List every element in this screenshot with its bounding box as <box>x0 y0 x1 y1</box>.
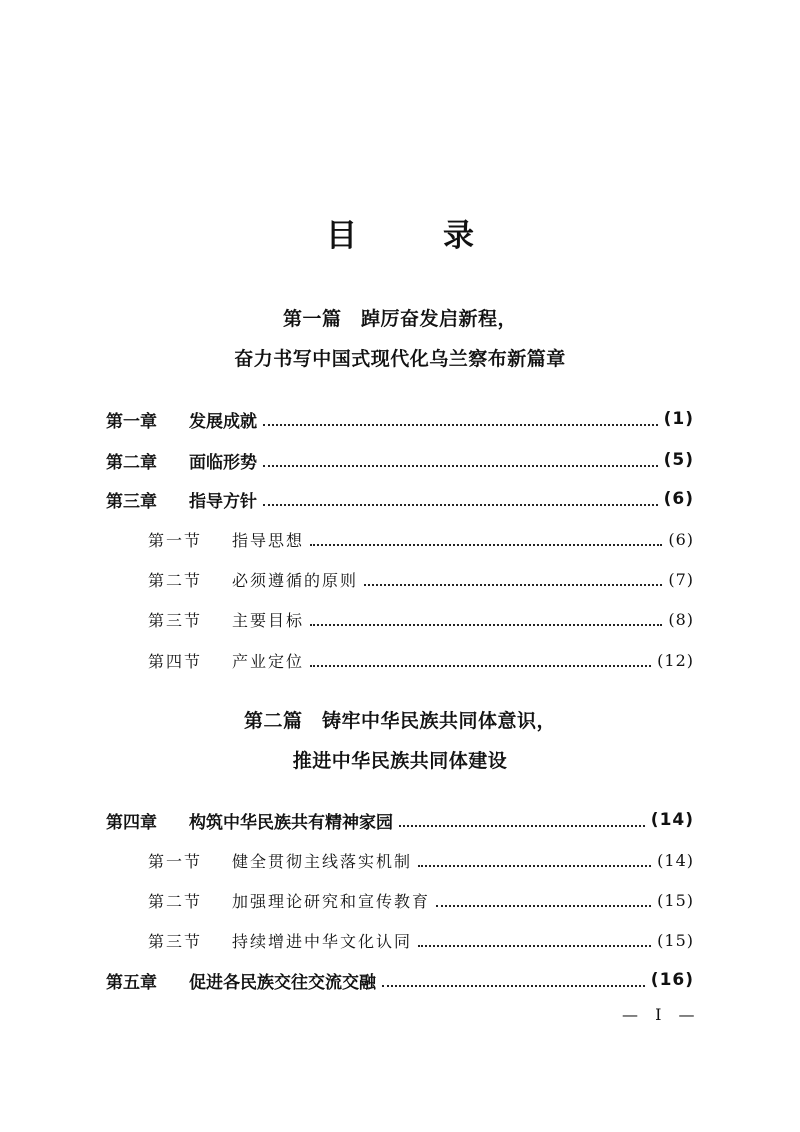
toc-entry-chapter-3[interactable] <box>106 484 694 514</box>
entry-page-number: (14) <box>650 810 694 830</box>
entry-title: 产业定位 <box>232 651 305 671</box>
entry-title: 指导方针 <box>189 491 257 512</box>
entry-number: 第五章 <box>106 972 157 993</box>
part-2-heading-line-1: 第二篇 铸牢中华民族共同体意识， <box>243 710 556 732</box>
dot-leader <box>263 465 658 467</box>
entry-title: 加强理论研究和宣传教育 <box>232 891 431 911</box>
part-2-heading-line-2: 推进中华民族共同体建设 <box>292 750 508 772</box>
part-1-heading-line-1: 第一篇 踔厉奋发启新程， <box>282 308 517 330</box>
toc-entry-chapter-2[interactable] <box>106 445 694 475</box>
toc-entry-section-3-4[interactable] <box>148 645 694 675</box>
dot-leader <box>418 945 651 947</box>
entry-number: 第三节 <box>148 931 203 951</box>
dot-leader <box>418 865 651 867</box>
entry-title: 指导思想 <box>232 530 305 550</box>
entry-page-number: (8) <box>668 609 694 629</box>
part-1-heading-line-2: 奋力书写中国式现代化乌兰察布新篇章 <box>234 348 566 370</box>
entry-title: 必须遵循的原则 <box>232 570 359 590</box>
entry-title: 主要目标 <box>232 610 305 630</box>
entry-number: 第二节 <box>148 891 203 911</box>
entry-title: 健全贯彻主线落实机制 <box>232 851 413 871</box>
dot-leader <box>382 985 645 987</box>
entry-page-number: (15) <box>657 930 694 950</box>
entry-page-number: (1) <box>663 409 694 429</box>
dot-leader <box>310 544 662 546</box>
page-number-footer: — I — <box>622 1005 701 1024</box>
entry-page-number: (6) <box>668 529 694 549</box>
dot-leader <box>310 624 662 626</box>
entry-title: 面临形势 <box>189 452 257 473</box>
entry-number: 第一章 <box>106 411 157 432</box>
toc-entry-section-3-2[interactable] <box>148 564 694 594</box>
toc-entry-section-4-1[interactable] <box>148 845 694 875</box>
entry-page-number: (16) <box>650 970 694 990</box>
entry-page-number: (6) <box>663 489 694 509</box>
toc-entry-chapter-4[interactable] <box>106 805 694 835</box>
entry-page-number: (12) <box>657 650 694 670</box>
entry-title: 促进各民族交往交流交融 <box>189 972 376 993</box>
entry-number: 第三节 <box>148 610 203 630</box>
toc-entry-chapter-5[interactable] <box>106 965 694 995</box>
toc-entry-section-4-3[interactable] <box>148 925 694 955</box>
entry-page-number: (15) <box>657 890 694 910</box>
dot-leader <box>263 424 658 426</box>
toc-title-char-1: 目 <box>326 218 357 254</box>
toc-entry-section-4-2[interactable] <box>148 885 694 915</box>
entry-number: 第二节 <box>148 570 203 590</box>
entry-page-number: (7) <box>668 569 694 589</box>
toc-entry-section-3-1[interactable] <box>148 524 694 554</box>
toc-entry-section-3-3[interactable] <box>148 604 694 634</box>
entry-number: 第一节 <box>148 530 203 550</box>
toc-entry-chapter-1[interactable] <box>106 404 694 434</box>
dot-leader <box>399 825 645 827</box>
entry-number: 第一节 <box>148 851 203 871</box>
entry-number: 第四章 <box>106 812 157 833</box>
dot-leader <box>364 584 662 586</box>
dot-leader <box>436 905 651 907</box>
toc-title-char-2: 录 <box>443 218 474 254</box>
toc-title <box>0 214 800 258</box>
entry-title: 发展成就 <box>189 411 257 432</box>
entry-number: 第四节 <box>148 651 203 671</box>
entry-page-number: (5) <box>663 450 694 470</box>
dot-leader <box>310 665 651 667</box>
entry-number: 第二章 <box>106 452 157 473</box>
entry-number: 第三章 <box>106 491 157 512</box>
entry-page-number: (14) <box>657 850 694 870</box>
entry-title: 构筑中华民族共有精神家园 <box>189 812 393 833</box>
entry-title: 持续增进中华文化认同 <box>232 931 413 951</box>
dot-leader <box>263 504 658 506</box>
